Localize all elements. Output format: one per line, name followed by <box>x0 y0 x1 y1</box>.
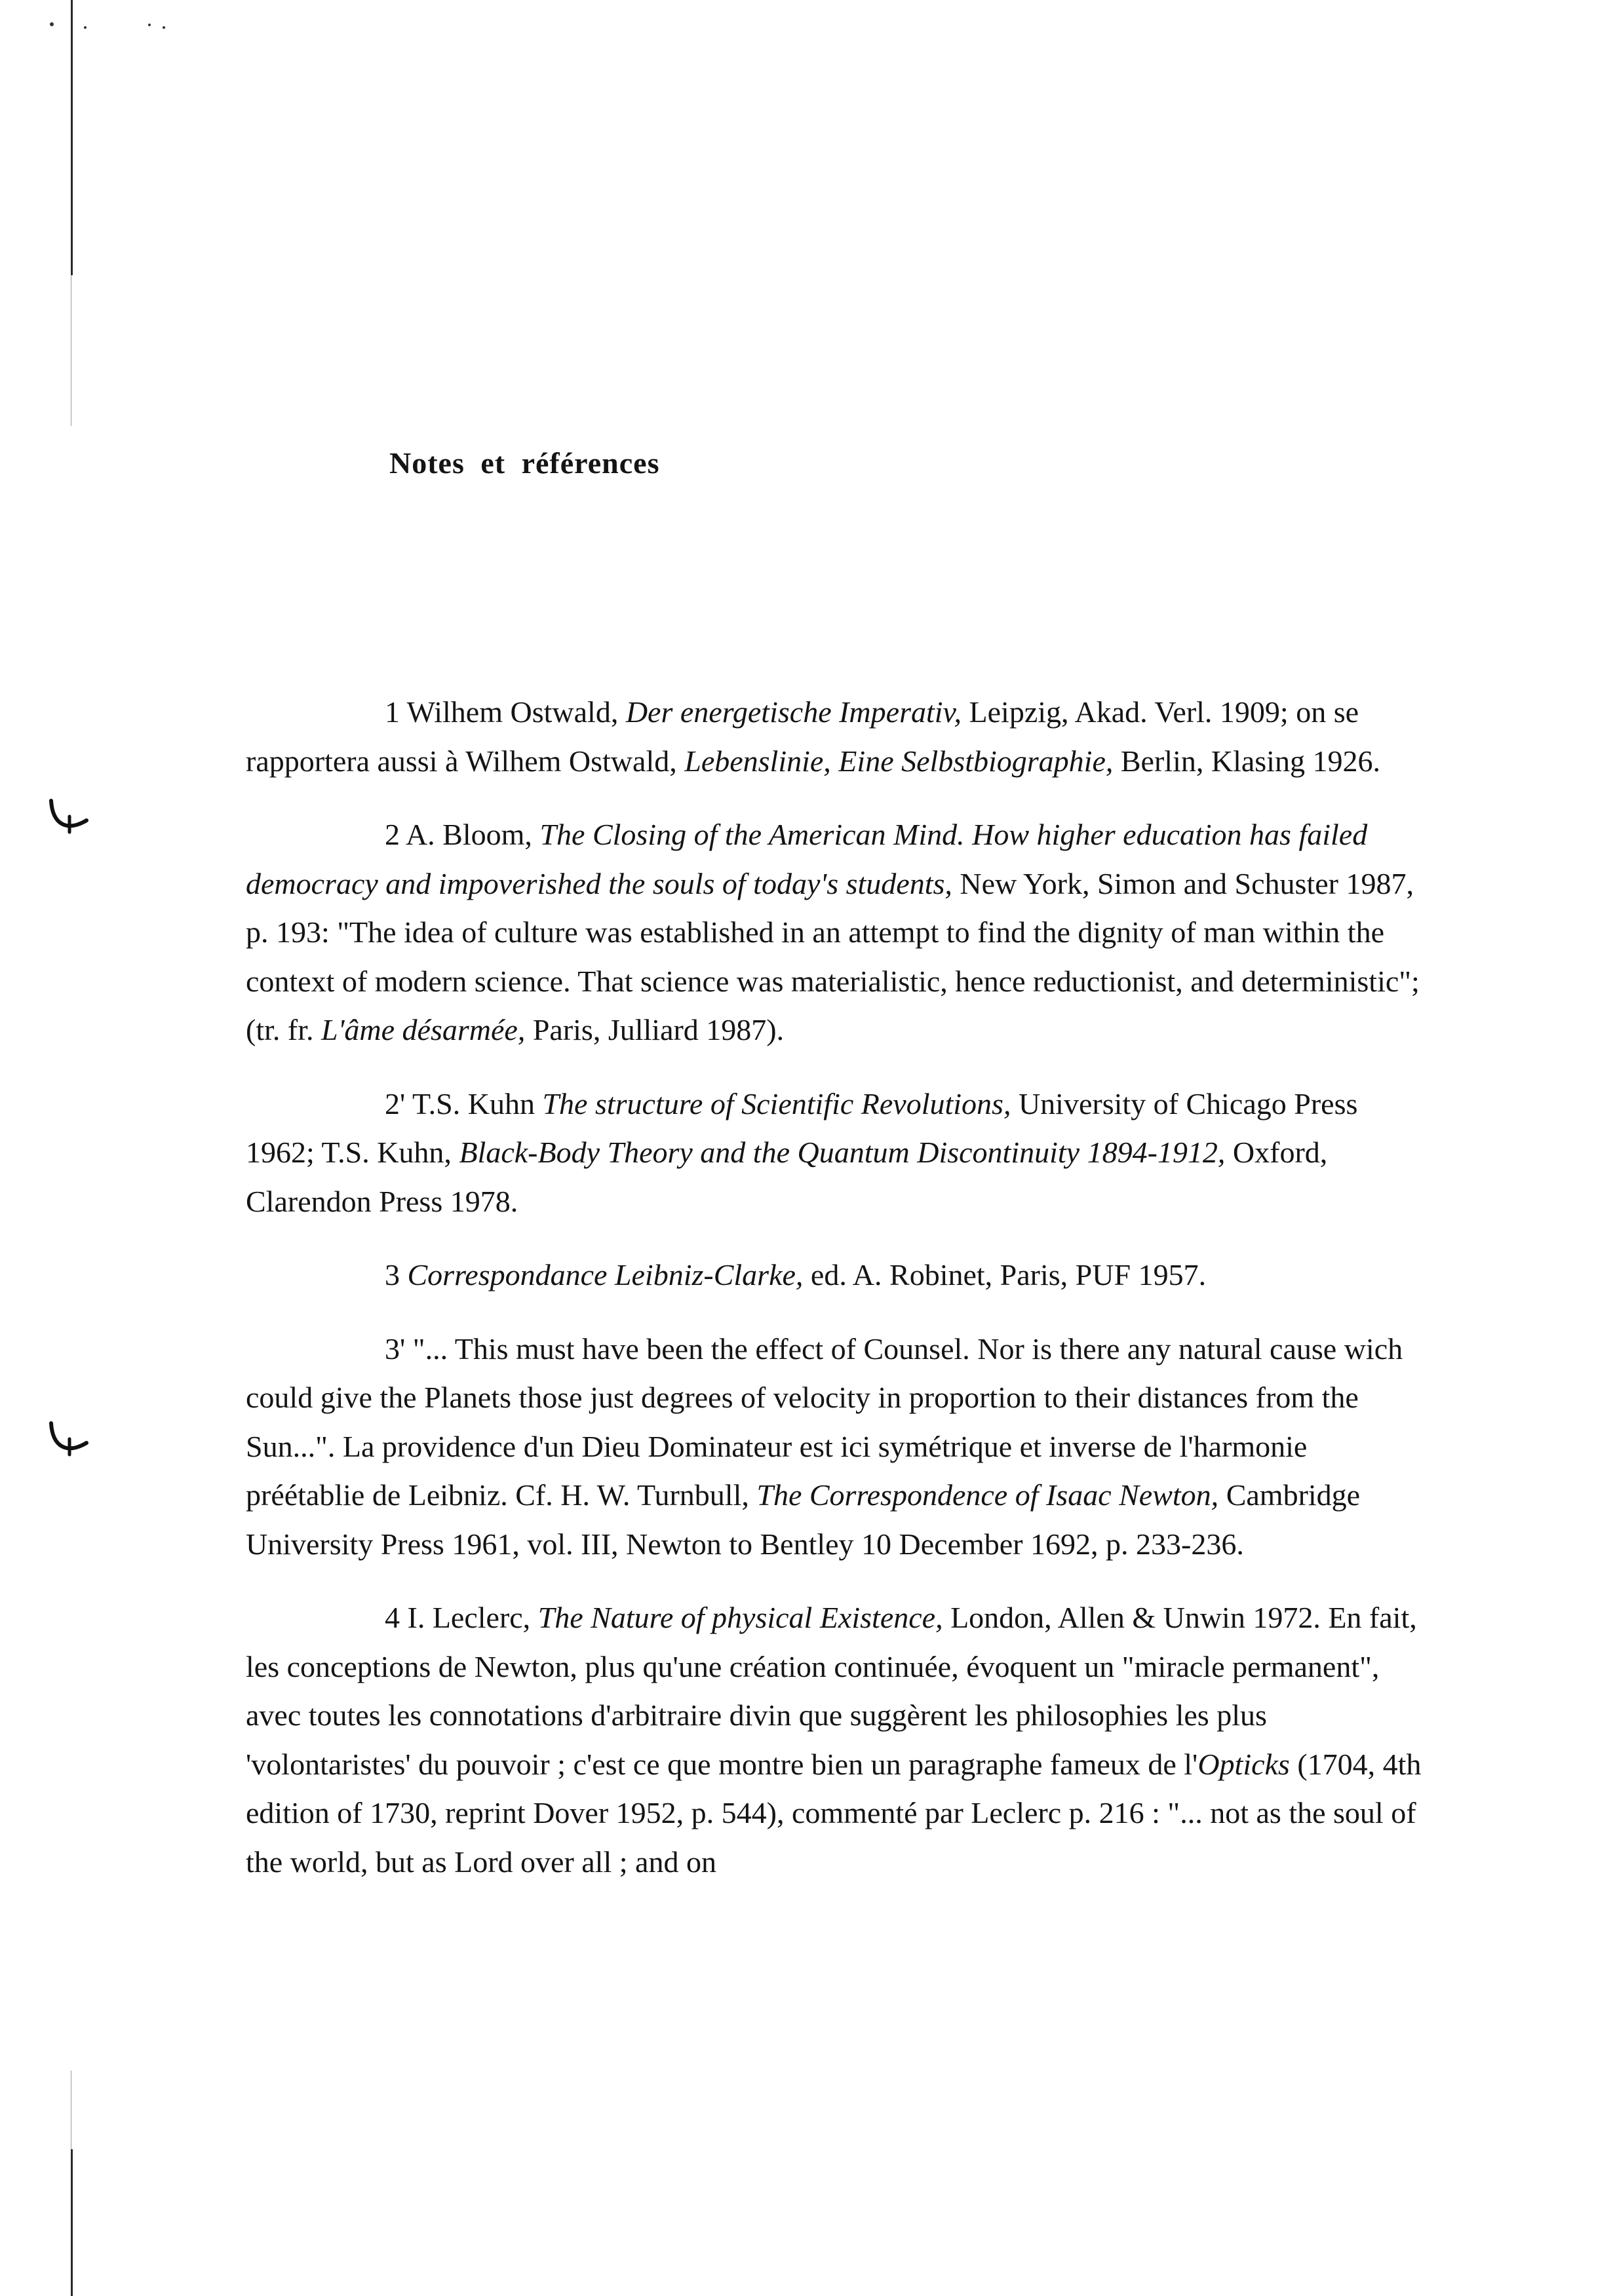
note-text: Leipzig, Akad. Verl. 1909; on se rapportera aussi à Wilhem Ostwald, <box>246 695 1359 778</box>
scan-speck <box>148 24 151 26</box>
note-title-italic: Correspondance Leibniz-Clarke, <box>407 1258 804 1292</box>
note-text: 2 A. Bloom, <box>385 818 540 851</box>
note-title-italic: The Nature of physical Existence, <box>537 1601 943 1634</box>
note-title-italic: L'âme désarmée, <box>321 1013 526 1046</box>
note-text: 3 <box>385 1258 408 1292</box>
note-text: 4 I. Leclerc, <box>385 1601 538 1634</box>
notes-list <box>246 688 1426 1911</box>
note-1 <box>246 688 1426 786</box>
note-4 <box>246 1594 1426 1886</box>
note-text: ed. A. Robinet, Paris, PUF 1957. <box>803 1258 1207 1292</box>
note-text: 2' T.S. Kuhn <box>385 1086 543 1120</box>
note-3 <box>246 1251 1426 1300</box>
binder-hook-icon <box>47 798 90 837</box>
note-text: London, Allen & Unwin 1972. En fait, les conceptions de Newton, plus qu'une création continuée, évoquent un "miracle permanent", avec toutes les connotations d'arbitraire divin que suggèrent les philosophies les plus 'volontaristes' du pouvoir ; c'est ce que montre bien un paragraphe fameux de l' <box>246 1601 1417 1781</box>
note-title-italic: Der energetische Imperativ, <box>625 695 962 729</box>
note-text: University of Chicago Press 1962; T.S. Kuhn, <box>246 1086 1358 1169</box>
margin-rule-bottom <box>71 2149 73 2296</box>
note-text: New York, Simon and Schuster 1987, p. 193: "The idea of culture was established in an attempt to find the dignity of man within the context of modern science. That science was materialistic, hence reductionist, and deterministic"; (tr. fr. <box>246 866 1420 1046</box>
note-3-prime <box>246 1325 1426 1569</box>
note-title-italic: The Closing of the American Mind. How higher education has failed democracy and impoverished the souls of today's students, <box>246 818 1368 900</box>
note-title-italic: Lebenslinie, Eine Selbstbiographie, <box>684 744 1114 778</box>
note-text: 1 Wilhem Ostwald, <box>385 695 626 729</box>
note-text: Berlin, Klasing 1926. <box>1113 744 1380 778</box>
note-text: (1704, 4th edition of 1730, reprint Dover 1952, p. 544), commenté par Leclerc p. 216 : "... not as the soul of the world, but as Lord over all ; and on <box>246 1747 1422 1879</box>
scan-speck <box>163 26 165 29</box>
note-text: Oxford, Clarendon Press 1978. <box>246 1136 1328 1218</box>
scan-speck <box>84 26 87 29</box>
note-text: Paris, Julliard 1987). <box>525 1013 785 1046</box>
note-title-italic: Opticks <box>1197 1747 1290 1781</box>
scan-speck <box>50 22 54 26</box>
note-title-italic: Black-Body Theory and the Quantum Discontinuity 1894-1912, <box>459 1136 1226 1169</box>
note-title-italic: The Correspondence of Isaac Newton, <box>756 1478 1219 1512</box>
margin-rule-top <box>71 0 73 275</box>
note-2 <box>246 811 1426 1055</box>
note-text: Cambridge University Press 1961, vol. III, Newton to Bentley 10 December 1692, p. 233-236. <box>246 1478 1361 1561</box>
note-2-prime <box>246 1080 1426 1227</box>
note-title-italic: The structure of Scientific Revolutions, <box>542 1086 1011 1120</box>
page-title: Notes et références <box>389 446 660 480</box>
binder-hook-icon <box>47 1421 90 1460</box>
note-text: 3' "... This must have been the effect of Counsel. Nor is there any natural cause wich could give the Planets those just degrees of velocity in proportion to their distances from the Sun...". La providence d'un Dieu Dominateur est ici symétrique et inverse de l'harmonie préétablie de Leibniz. Cf. H. W. Turnbull, <box>246 1331 1403 1512</box>
